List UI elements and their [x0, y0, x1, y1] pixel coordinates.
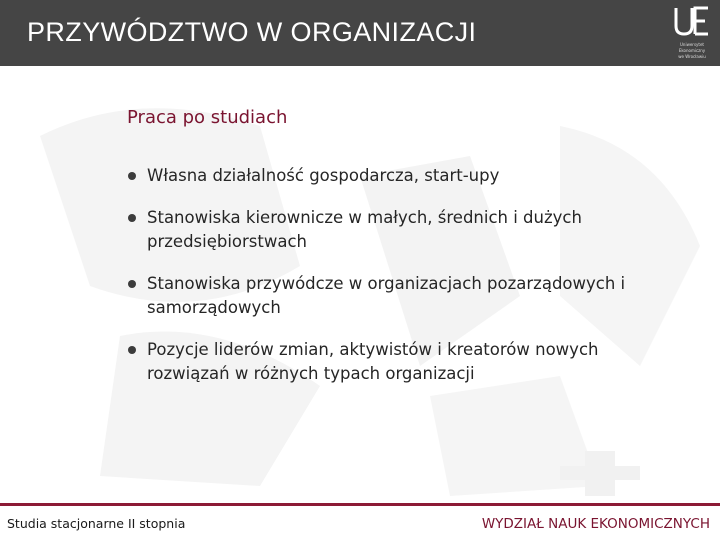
bullet-line-continued: przedsiębiorstwach — [147, 232, 308, 251]
page-title: PRZYWÓDZTWO W ORGANIZACJI — [27, 17, 477, 47]
bullet-line-continued: rozwiązań w różnych typach organizacji — [147, 364, 475, 383]
footer-faculty-label: WYDZIAŁ NAUK EKONOMICZNYCH — [481, 516, 710, 532]
bullet-line: Pozycje liderów zmian, aktywistów i kreatorów nowych — [147, 340, 599, 359]
bullet-line: Własna działalność gospodarcza, start-upy — [147, 166, 500, 185]
logo-text-line-1: Uniwersytet — [680, 42, 704, 47]
bullet-icon — [128, 214, 136, 222]
bullet-line-continued: samorządowych — [147, 298, 281, 317]
section-title: Praca po studiach — [127, 107, 288, 128]
bullet-list — [125, 164, 685, 404]
bullet-icon — [128, 346, 136, 354]
university-logo-icon — [668, 4, 716, 62]
list-item — [125, 206, 685, 254]
bullet-icon — [128, 172, 136, 180]
logo-mark — [668, 4, 716, 40]
bullet-line: Stanowiska przywódcze w organizacjach pozarządowych i — [147, 274, 626, 293]
list-item — [125, 272, 685, 320]
footer-divider — [0, 503, 720, 506]
logo-text-line-2: Ekonomiczny — [678, 48, 706, 53]
list-item — [125, 338, 685, 386]
footer-program-label: Studia stacjonarne II stopnia — [7, 516, 186, 531]
bullet-icon — [128, 280, 136, 288]
list-item — [125, 164, 685, 188]
logo-text-line-3: we Wrocławiu — [678, 54, 706, 59]
bullet-line: Stanowiska kierownicze w małych, średnich i dużych — [147, 208, 582, 227]
header-bar — [0, 0, 720, 66]
